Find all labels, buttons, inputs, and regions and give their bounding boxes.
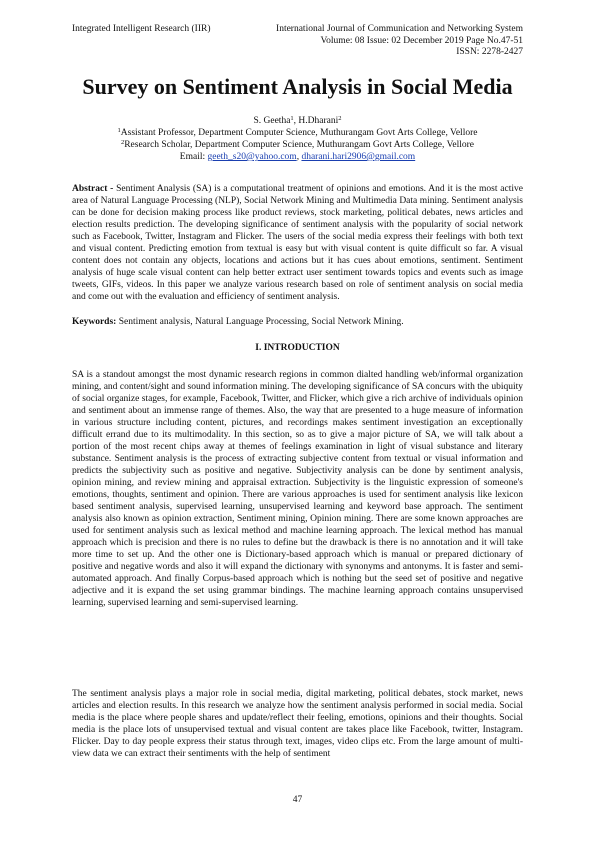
author-1: S. Geetha: [253, 116, 291, 126]
keywords-label: Keywords:: [72, 317, 119, 327]
affiliation-1-sup: 1: [117, 127, 121, 134]
header-volume: Volume: 08 Issue: 02 December 2019 Page No.47-51: [320, 35, 523, 46]
affiliation-1-text: Assistant Professor, Department Computer Science, Muthurangam Govt Arts College, Vellore: [120, 128, 478, 138]
email-link-2[interactable]: dharani.hari2906@gmail.com: [301, 152, 416, 162]
author-1-sup: 1: [290, 115, 294, 122]
header-issn: ISSN: 2278-2427: [456, 47, 523, 57]
intro-paragraph-1: [72, 369, 523, 609]
affiliation-2: [40, 139, 555, 151]
abstract-text: Sentiment Analysis (SA) is a computational treatment of opinions and emotions. And it is the most active area of Natural Language Processing (NLP), Social Network Mining and Multimedia Data mining. Sentiment analysis can be done for decision making process like product reviews, stock marketing, political debates, news articles and election results prediction. The developing significance of sentiment analysis with the popularity of social network such as Facebook, Twitter, Instagram and Flicker. The users of the social media express their feelings with both text and visual content. Predicting emotion from textual is easy but with visual content is quite difficult so far. A visual content does not contain any objects, locations and actions but it has cues about emotions, sentiment. Sentiment analysis of huge scale visual content can help better extract user sentiment towards topics and events such as image tweets, GIFs, videos. In this paper we analyze various research based on role of sentiment analysis on social media and come out with the evaluation and efficiency of sentiment analysis.: [72, 184, 523, 302]
author-2-sup: 2: [338, 115, 342, 122]
affiliation-2-sup: 2: [120, 139, 125, 146]
email-label: Email:: [179, 152, 208, 162]
author-block: [40, 115, 555, 163]
intro-paragraph-1-text: SA is a standout amongst the most dynamic research regions in common dialted handling web/informal organization mining, and content/sight and sound information mining. The developing significance of SA concurs with the ubiquity of social organize stages, for example, Facebook, Twitter, and Flicker, which give a rich archive of individuals opinion and sentiment about an immense range of themes. Also, the way that are presented to a huge measure of information in various structure including content, pictures, and recordings makes sentiment investigation an exceptionally difficult errand due to its multimodality. In this section, so as to give a major picture of SA, we will talk about a portion of the most recent chips away at themes of feelings examination in light of visual substance and literary substance. Sentiment analysis is the process of extracting subjective content from textual or visual information and predicts the subjectivity such as positive and negative. Subjectivity analysis can be done by sentiment analysis, opinion mining, and review mining and appraisal extraction. Subjectivity is the linguistic expression of someone's emotions, thoughts, sentiment and opinion. There are various approaches is used for sentiment analysis like lexicon based sentiment analysis, supervised learning, unsupervised learning and keyword base approach. The sentiment analysis also known as opinion extraction, Sentiment mining, Opinion mining. There are some known approaches are used for sentiment analysis such as lexical method and machine learning approach. The lexical method has manual approach which is precision and there is no rules to define but the drawback is there is no annotation and it will take more time to set up. And the other one is Dictionary-based approach which is manual or prepared dictionary of positive and negative words and also it will expand the dictionary with synonyms and antonyms. It is faster and semi-automated approach. And finally Corpus-based approach which is nothing but the seed set of positive and negative adjective and it is expand the set using grammar bindings. The machine learning approach contains unsupervised learning, supervised learning and semi-supervised learning.: [72, 370, 523, 608]
header-publisher: Integrated Intelligent Research (IIR): [72, 24, 211, 34]
paper-title: Survey on Sentiment Analysis in Social Media: [82, 74, 513, 99]
keywords-text: Sentiment analysis, Natural Language Processing, Social Network Mining.: [118, 317, 404, 327]
author-separator: ,: [293, 116, 299, 126]
email-link-1[interactable]: geeth_s20@yahoo.com: [207, 152, 297, 162]
abstract-label: Abstract -: [72, 184, 117, 194]
author-names: [40, 115, 555, 127]
keywords: [72, 316, 523, 328]
email-separator: ,: [296, 152, 302, 162]
affiliation-2-text: Research Scholar, Department Computer Science, Muthurangam Govt Arts College, Vellore: [124, 140, 475, 150]
intro-paragraph-2-text: The sentiment analysis plays a major role in social media, digital marketing, political debates, stock market, news articles and election results. In this research we analyze how the sentiment analysis performed in social media. Social media is the place where people shares and update/reflect their feeling, emotions, opinions and their thoughts. Social media is the place lots of unsupervised textual and visual content are takes place like Facebook, twitter, Instagram. Flicker. Day to day people express their status through text, images, video clips etc. From the large amount of multi-view data we can extract their sentiments with the help of sentiment: [72, 689, 523, 759]
header-journal-name: International Journal of Communication and Networking System: [276, 24, 523, 34]
section-heading-introduction: I. INTRODUCTION: [255, 343, 340, 353]
abstract: [72, 183, 523, 303]
email-line: [40, 151, 555, 163]
intro-paragraph-2: [72, 688, 523, 760]
header-journal-info: [276, 24, 523, 59]
affiliation-1: [40, 127, 555, 139]
page-number: 47: [292, 795, 303, 805]
author-2: H.Dharani: [298, 116, 339, 126]
